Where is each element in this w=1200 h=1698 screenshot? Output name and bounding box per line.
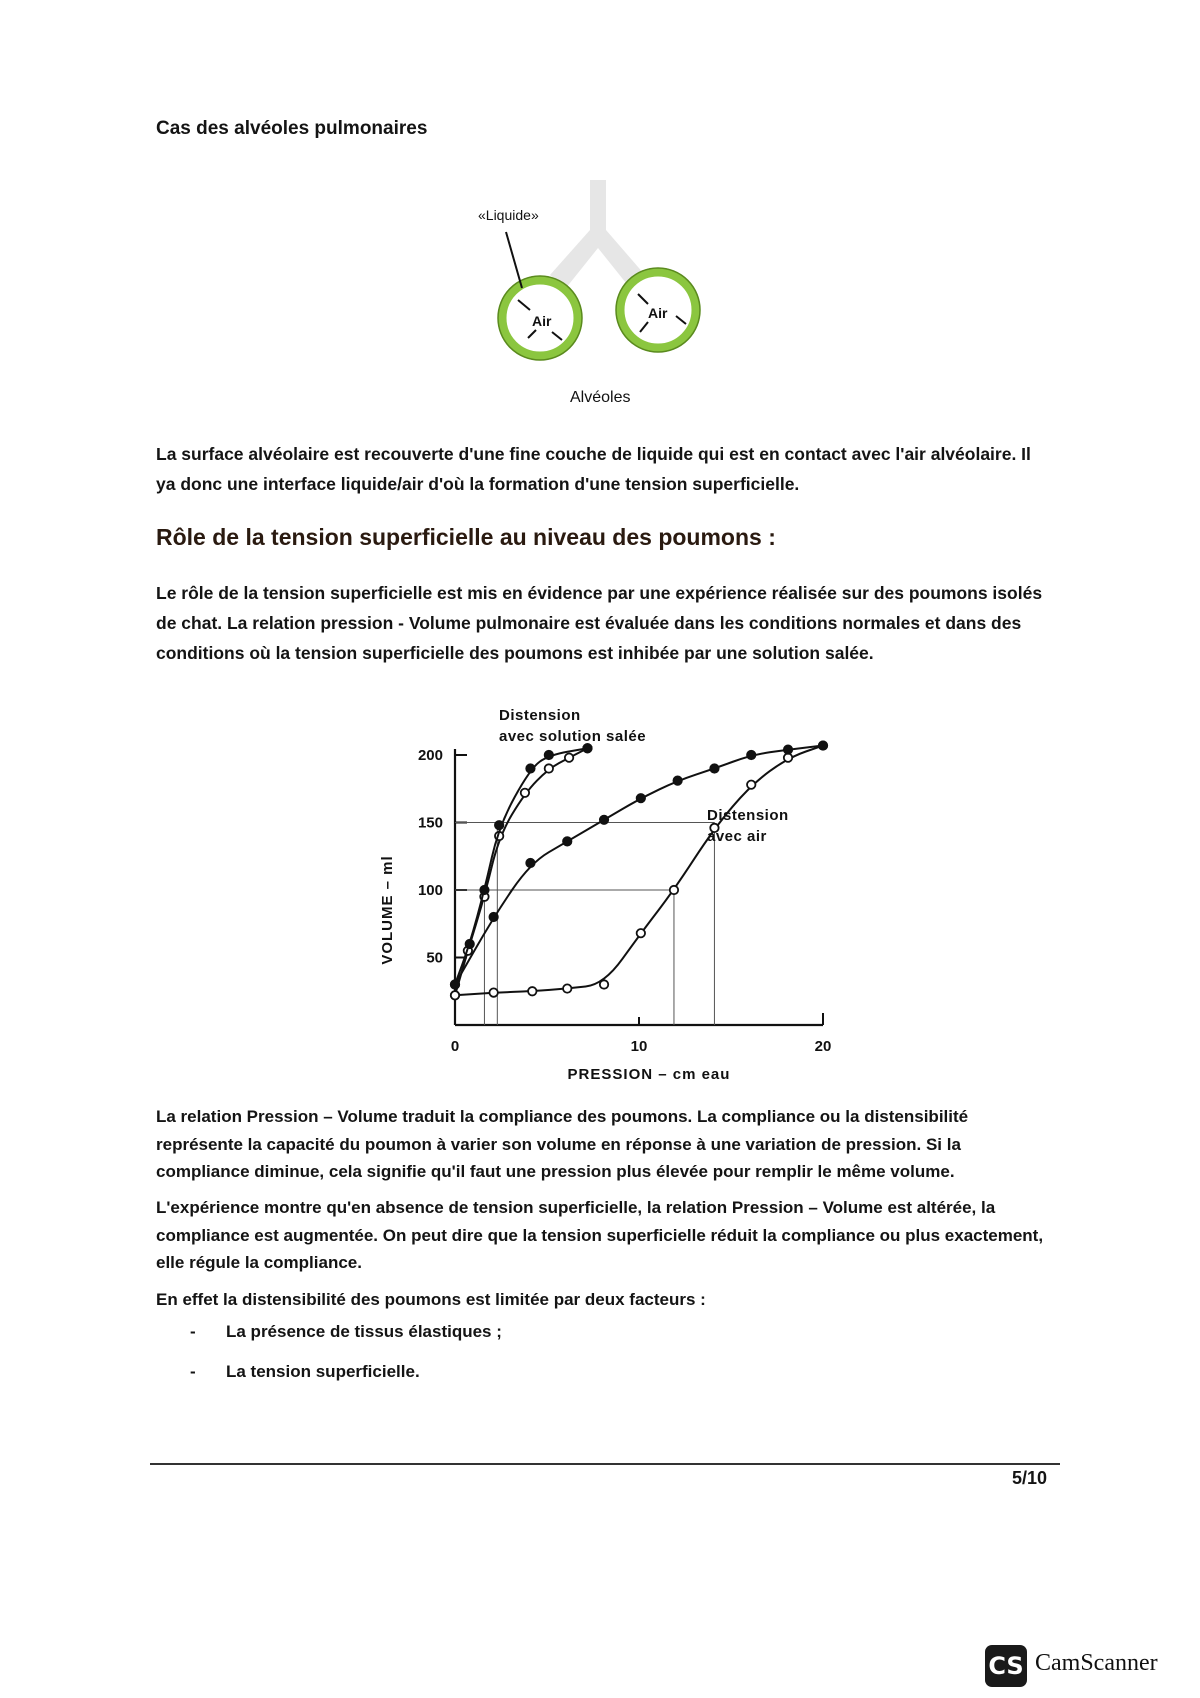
data-point [466,940,474,948]
paragraph-surface: La surface alvéolaire est recouverte d'une fine couche de liquide qui est en contact avec l'air alvéolaire. Il ya donc une interface liquide/air d'où la formation d'une tension superficielle. [156,444,1031,494]
x-tick-label: 10 [630,1038,648,1055]
pressure-volume-chart [370,690,850,1083]
y-tick-label: 200 [417,747,443,764]
paragraph-result: L'expérience montre qu'en absence de tension superficielle, la relation Pression – Volume est altérée, la compliance est augmentée. On peut dire que la tension superficielle réduit la compliance ou plus exactement, elle régule la compliance. [156,1198,1044,1272]
chart-series [451,741,827,999]
y-tick-label: 150 [417,814,443,832]
section-title: Cas des alvéoles pulmonaires [156,118,428,139]
x-tick-label: 0 [450,1038,460,1055]
bullet-dash: - [190,1322,196,1341]
chart-labels [379,707,831,1083]
annotation-saline-line1: Distension [499,707,581,724]
data-point [637,929,645,937]
x-tick-label: 20 [814,1038,832,1055]
data-point [528,987,536,995]
annotation-saline-line2: avec solution salée [499,728,647,745]
series-line-air-inflation [455,746,823,996]
camscanner-name: CamScanner [1035,1650,1158,1676]
paragraph-compliance: La relation Pression – Volume traduit la compliance des poumons. La compliance ou la distensibilité représente la capacité du poumon à varier son volume en réponse à une variation de pression. Si la compliance diminue, cela signifie qu'il faut une pression plus élevée pour remplir le même volume. [156,1107,969,1181]
chart-axes [455,749,823,1025]
bullet-text: La présence de tissus élastiques ; [226,1322,502,1341]
data-point [526,764,534,772]
footer-divider [150,1463,1060,1465]
bullet-dash: - [190,1362,196,1381]
y-tick-label: 50 [426,949,443,967]
figure-caption: Alvéoles [570,389,631,406]
data-point [451,980,459,988]
data-point [747,781,755,789]
list-item [190,1362,790,1390]
y-tick-label: 100 [417,882,443,899]
data-point [563,984,571,992]
x-axis-label: PRESSION – cm eau [567,1066,731,1083]
data-point [673,776,681,784]
air-label-right: Air [648,305,668,321]
paragraph-experiment: Le rôle de la tension superficielle est mis en évidence par une expérience réalisée sur des poumons isolés de chat. La relation pression - Volume pulmonaire est évaluée dans les conditions normales et dans des conditions où la tension superficielle des poumons est inhibée par une solution salée. [156,583,1043,663]
data-point [526,859,534,867]
data-point [489,988,497,996]
alveoli-figure [440,170,740,410]
data-point [545,751,553,759]
data-point [495,821,503,829]
annotation-air-line1: Distension [707,807,789,824]
data-point [637,794,645,802]
data-point [565,754,573,762]
bronchus-shape [550,180,645,288]
section-heading: Rôle de la tension superficielle au niveau des poumons : [156,524,776,550]
data-point [784,745,792,753]
data-point [489,913,497,921]
data-point [710,764,718,772]
bullet-text: La tension superficielle. [226,1362,420,1381]
annotation-air-line2: avec air [707,828,767,845]
data-point [451,991,459,999]
data-point [480,886,488,894]
data-point [747,751,755,759]
air-label-left: Air [532,313,552,329]
data-point [600,816,608,824]
data-point [583,744,591,752]
data-point [819,741,827,749]
camscanner-logo: CS [985,1645,1027,1687]
data-point [545,764,553,772]
series-line-air-deflation [455,746,823,985]
data-point [670,886,678,894]
liquide-label: «Liquide» [478,207,539,223]
y-axis-label: VOLUME – ml [379,855,396,965]
list-item [190,1322,790,1350]
paragraph-factors: En effet la distensibilité des poumons est limitée par deux facteurs : [156,1290,706,1309]
data-point [784,754,792,762]
data-point [521,789,529,797]
data-point [600,980,608,988]
page-number: 5/10 [1012,1468,1048,1488]
data-point [563,837,571,845]
